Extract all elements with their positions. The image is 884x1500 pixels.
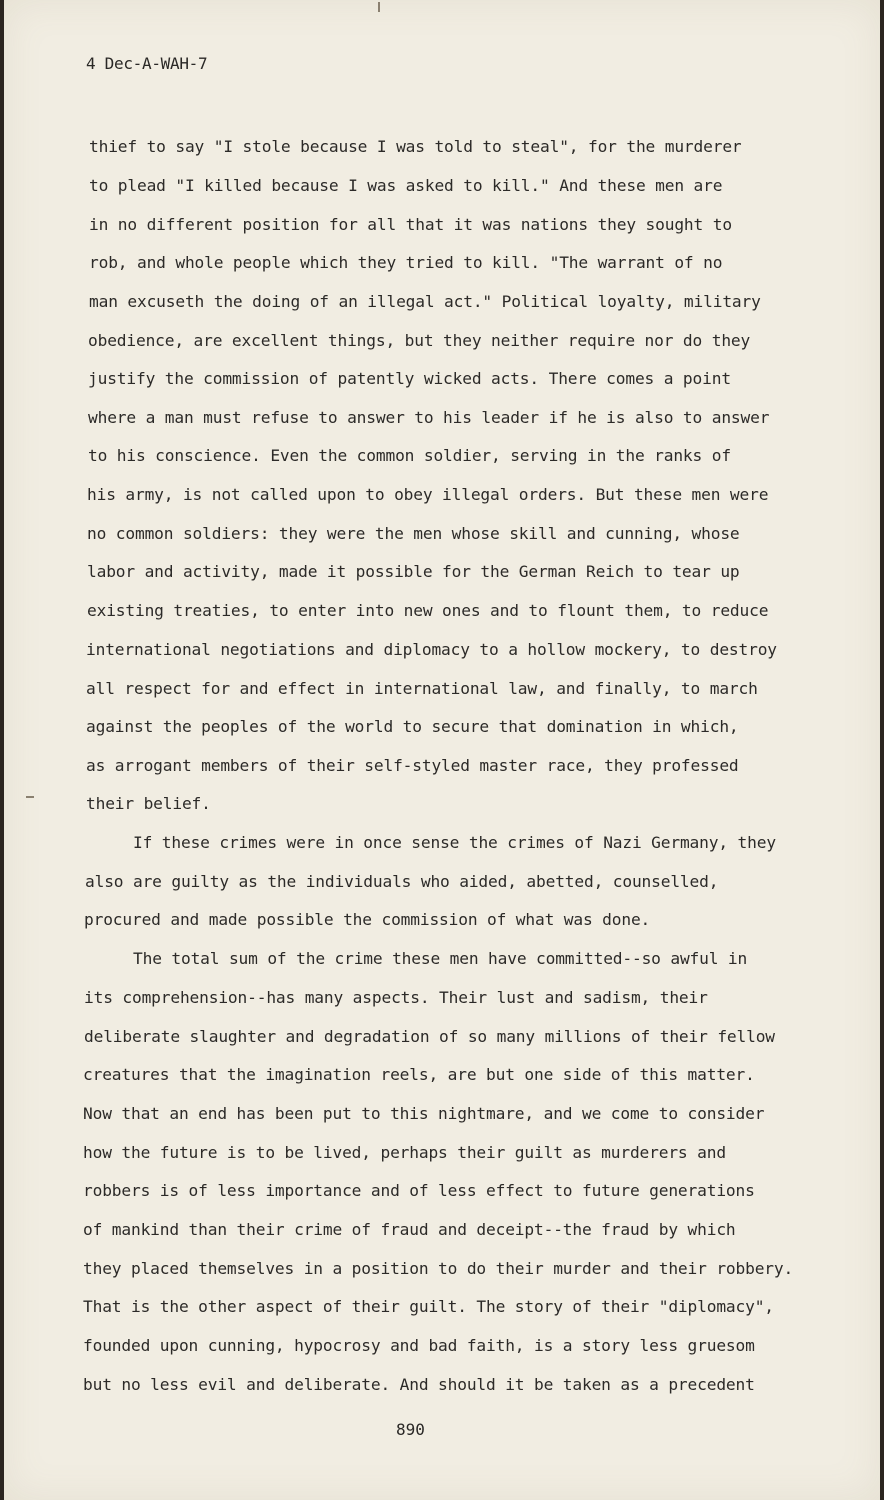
text-line: of mankind than their crime of fraud and deceipt--the fraud by which xyxy=(83,1220,736,1239)
text-line: labor and activity, made it possible for the German Reich to tear up xyxy=(87,562,740,581)
text-line: also are guilty as the individuals who aided, abetted, counselled, xyxy=(85,872,719,891)
document-page xyxy=(4,0,880,1500)
text-line: to plead "I killed because I was asked to kill." And these men are xyxy=(89,176,723,195)
text-line: creatures that the imagination reels, are but one side of this matter. xyxy=(83,1065,755,1084)
text-line: how the future is to be lived, perhaps their guilt as murderers and xyxy=(83,1143,726,1162)
text-line: justify the commission of patently wicked acts. There comes a point xyxy=(88,369,731,388)
text-line: obedience, are excellent things, but they neither require nor do they xyxy=(88,331,751,350)
document-header: 4 Dec-A-WAH-7 xyxy=(86,54,208,73)
text-line: deliberate slaughter and degradation of so many millions of their fellow xyxy=(84,1027,775,1046)
text-line: its comprehension--has many aspects. Their lust and sadism, their xyxy=(84,988,708,1007)
text-line: in no different position for all that it was nations they sought to xyxy=(89,215,732,234)
text-line: That is the other aspect of their guilt. The story of their "diplomacy", xyxy=(83,1297,774,1316)
text-line: robbers is of less importance and of less effect to future generations xyxy=(83,1181,755,1200)
text-line: If these crimes were in once sense the crimes of Nazi Germany, they xyxy=(133,833,776,852)
paper-mark xyxy=(26,796,34,798)
text-line: rob, and whole people which they tried to kill. "The warrant of no xyxy=(89,253,723,272)
text-line: against the peoples of the world to secure that domination in which, xyxy=(86,717,739,736)
text-line: procured and made possible the commission of what was done. xyxy=(84,910,651,929)
text-line: Now that an end has been put to this nightmare, and we come to consider xyxy=(83,1104,765,1123)
text-line: thief to say "I stole because I was told to steal", for the murderer xyxy=(89,137,742,156)
text-line: as arrogant members of their self-styled master race, they professed xyxy=(86,756,739,775)
text-line: all respect for and effect in international law, and finally, to march xyxy=(86,679,758,698)
text-line: no common soldiers: they were the men whose skill and cunning, whose xyxy=(87,524,740,543)
text-line: international negotiations and diplomacy to a hollow mockery, to destroy xyxy=(86,640,777,659)
text-line: where a man must refuse to answer to his leader if he is also to answer xyxy=(88,408,770,427)
text-line: founded upon cunning, hypocrosy and bad faith, is a story less gruesom xyxy=(83,1336,755,1355)
page-number: 890 xyxy=(396,1420,425,1439)
text-line: but no less evil and deliberate. And should it be taken as a precedent xyxy=(83,1375,755,1394)
text-line: they placed themselves in a position to do their murder and their robbery. xyxy=(83,1259,794,1278)
paper-mark xyxy=(378,2,380,12)
text-line: to his conscience. Even the common soldier, serving in the ranks of xyxy=(88,446,731,465)
text-line: The total sum of the crime these men have committed--so awful in xyxy=(133,949,748,968)
text-line: man excuseth the doing of an illegal act." Political loyalty, military xyxy=(89,292,761,311)
text-line: existing treaties, to enter into new ones and to flount them, to reduce xyxy=(87,601,769,620)
text-line: their belief. xyxy=(86,794,211,813)
text-line: his army, is not called upon to obey illegal orders. But these men were xyxy=(87,485,769,504)
